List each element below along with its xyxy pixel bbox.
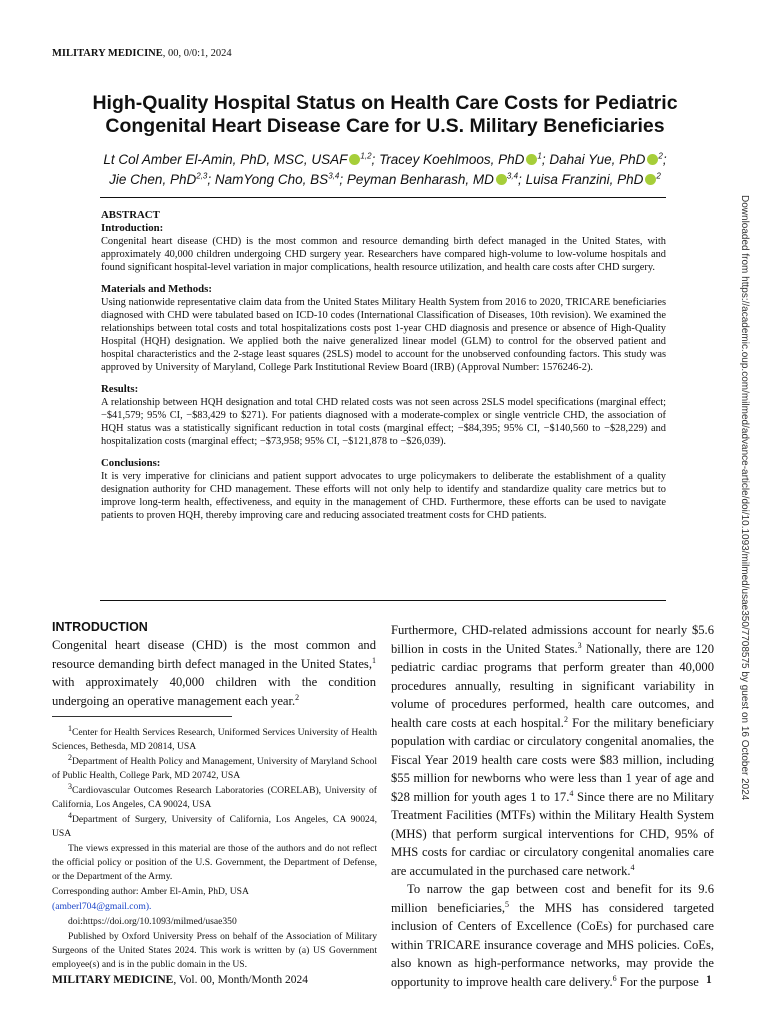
- publisher-note: Published by Oxford University Press on behalf of the Association of Military Surgeons of the United States 2024. This work is written by (a) US Government employee(s) and is in the public domain in the US.: [52, 931, 377, 970]
- results-subheading: Results:: [101, 383, 139, 395]
- introduction-subheading: Introduction:: [101, 222, 164, 234]
- orcid-icon[interactable]: [496, 174, 507, 185]
- author-name[interactable]: Lt Col Amber El-Amin, PhD, MSC, USAF: [103, 152, 348, 167]
- author-line-2: [40, 170, 730, 190]
- article-title: [40, 92, 730, 138]
- running-head-details: , 00, 0/0:1, 2024: [162, 48, 232, 59]
- author-affiliation: 1,2: [360, 151, 372, 161]
- reference-link[interactable]: 6: [612, 973, 617, 983]
- affiliation-1: $^1$Center for Health Services Research, Uniformed Services University of Health Sciences, Bethesda, MD 20814, USA: [52, 723, 377, 752]
- orcid-icon[interactable]: [526, 154, 537, 165]
- running-head-journal: MILITARY MEDICINE: [52, 48, 163, 59]
- author-name[interactable]: NamYong Cho, BS: [214, 172, 329, 187]
- author-separator: ;: [371, 152, 376, 167]
- reference-link[interactable]: 4: [630, 862, 635, 872]
- abstract-conclusions: It is very imperative for clinicians and patient support advocates to urge policymakers to deliberate the establishment of a quality designation authority for CHD management. These efforts will not only help to identify and standardize quality care metrics but to improve long-term health, effectiveness, and equity in the management of CHD. Furthermore, these efforts can be used to navigate patients to proven HQH, thereby improving care and reducing associated treatment costs for CHD patients.: [101, 471, 666, 521]
- disclaimer: The views expressed in this material are those of the authors and do not reflect the official policy or position of the U.S. Government, the Department of Defense, or the Department of the Army.: [52, 843, 377, 882]
- body-paragraph-1: Furthermore, CHD-related admissions account for nearly $5.6 billion in costs in the United States.$^3$ Nationally, there are 120 pediatric cardiac programs that perform greater than 40,000 procedures annually, resulting in significant variability in volume of procedures performed, health care outcomes, and health care costs at each hospital.$^2$ For the military beneficiary population with cardiac or circulatory congenital anomalies, the Fiscal Year 2019 health care costs were $83 million, including $55 million for newborns who were less than 1 year of age and $28 million for youth ages 1 to 17.$^4$ Since there are no Military Treatment Facilities (MTFs) within the Military Health System (MHS) that perform surgical interventions for CHD, 95% of MHS costs for cardiac or circulatory congenital anomalies care are accumulated in the purchased care network.$^4$: [391, 623, 714, 878]
- author-separator: ;: [207, 172, 212, 187]
- author-name[interactable]: Dahai Yue, PhD: [549, 152, 646, 167]
- right-column: [391, 621, 714, 991]
- email-link[interactable]: (amberl704@gmail.com).: [52, 901, 152, 912]
- page-number: 1: [706, 974, 712, 986]
- author-affiliation: 2,3: [196, 171, 208, 181]
- reference-link[interactable]: 4: [569, 788, 574, 798]
- author-separator: ;: [541, 152, 546, 167]
- author-name[interactable]: Tracey Koehlmoos, PhD: [379, 152, 525, 167]
- footer-journal-name: MILITARY MEDICINE: [52, 974, 174, 986]
- author-affiliation: 3,4: [506, 171, 519, 181]
- author-line-1: [40, 150, 730, 170]
- orcid-icon[interactable]: [645, 174, 656, 185]
- intro-text-b: with approximately 40,000 children with the condition undergoing an operative management each year.: [52, 675, 376, 708]
- conclusions-subheading: Conclusions:: [101, 457, 161, 469]
- abstract-introduction: Congenital heart disease (CHD) is the most common and resource demanding birth defect managed in the United States, with approximately 40,000 children undergoing CHD surgery year. Researchers have compared high-volume to low-volume hospitals and found significant hospital-level variation in major complications, health resource utilization, and health care costs after CHD surgery.: [101, 236, 666, 273]
- author-list: [40, 150, 730, 190]
- footnotes: [52, 723, 377, 973]
- author-affiliation: 2: [656, 171, 661, 181]
- reference-link[interactable]: 3: [577, 640, 582, 650]
- doi[interactable]: doi:https://doi.org/10.1093/milmed/usae350: [68, 916, 237, 927]
- author-name[interactable]: Jie Chen, PhD: [109, 172, 197, 187]
- author-name[interactable]: Luisa Franzini, PhD: [525, 172, 644, 187]
- reference-link[interactable]: 1: [372, 655, 376, 665]
- reference-link[interactable]: 2: [295, 692, 300, 702]
- methods-subheading: Materials and Methods:: [101, 283, 212, 295]
- abstract-heading: ABSTRACT: [101, 209, 160, 221]
- affiliation-2: $^2$Department of Health Policy and Management, University of Maryland School of Public Health, College Park, MD 20742, USA: [52, 752, 377, 781]
- introduction-text: [52, 636, 376, 710]
- author-affiliation: 2: [658, 151, 663, 161]
- corresponding-author: Corresponding author: Amber El-Amin, PhD, USA: [52, 886, 249, 897]
- abstract-top-rule: [100, 197, 666, 198]
- running-head: [52, 48, 232, 59]
- email-line: [52, 900, 377, 914]
- abstract-bottom-rule: [100, 600, 666, 601]
- abstract-results: A relationship between HQH designation and total CHD related costs was not seen across 2SLS model specifications (marginal effect; −$41,579; 95% CI, −$83,429 to $271). For patients diagnosed with a moderate-complex or single ventricle CHD, the association of HQH status was a statistically significant reduction in total costs (marginal effect; −$84,395; 95% CI, −$140,560 to −$28,229) and hospitalization costs (marginal effect; −$73,958; 95% CI, −$121,878 to −$26,039).: [101, 397, 666, 447]
- author-separator: ;: [662, 152, 667, 167]
- title-line-2: Congenital Heart Disease Care for U.S. Military Beneficiaries: [105, 115, 665, 137]
- footer-journal: [52, 974, 308, 986]
- author-affiliation: 1: [537, 151, 542, 161]
- author-name[interactable]: Peyman Benharash, MD: [346, 172, 494, 187]
- footer-issue: , Vol. 00, Month/Month 2024: [173, 974, 309, 986]
- introduction-heading: INTRODUCTION: [52, 620, 148, 634]
- intro-text-a: Congenital heart disease (CHD) is the most common and resource demanding birth defect managed in the United States,: [52, 638, 376, 671]
- footnote-rule: [52, 716, 232, 717]
- left-column: [52, 620, 376, 710]
- author-separator: ;: [339, 172, 344, 187]
- abstract-methods: Using nationwide representative claim data from the United States Military Health System from 2016 to 2020, TRICARE beneficiaries diagnosed with CHD were tabulated based on ICD-10 codes (International Classification of Diseases, 10th revision). We examined the relationships between total costs and total hospitalizations costs post 1-year CHD diagnosis and presence or absence of High-Quality Hospital (HQH) designation. We applied both the naive generalized linear model (GLM) to control for the observed patient and hospital characteristics and the 2-stage least squares (2SLS) model to account for the unobserved confounding factors. This study was approved by University of Maryland, College Park Institutional Review Board (IRB) (Approval Number: 1576246-2).: [101, 297, 666, 373]
- download-watermark: [736, 195, 750, 855]
- abstract: [101, 209, 666, 522]
- orcid-icon[interactable]: [647, 154, 658, 165]
- title-line-1: High-Quality Hospital Status on Health Care Costs for Pediatric: [92, 92, 678, 114]
- author-separator: ;: [518, 172, 522, 187]
- affiliation-3: $^3$Cardiovascular Outcomes Research Laboratories (CORELAB), University of California, Los Angeles, CA 90024, USA: [52, 781, 377, 810]
- affiliation-4: $^4$Department of Surgery, University of California, Los Angeles, CA 90024, USA: [52, 810, 377, 839]
- orcid-icon[interactable]: [349, 154, 360, 165]
- reference-link[interactable]: 2: [563, 714, 568, 724]
- body-paragraph-2: To narrow the gap between cost and benefit for its 9.6 million beneficiaries,$^5$ the MHS has considered targeted inclusion of Centers of Excellence (CoEs) for purchased care within TRICARE insurance coverage and MHS policies. CoEs, also known as high-performance networks, may provide the opportunity to improve health care delivery.$^6$ For the purpose: [391, 882, 714, 989]
- download-watermark-text: Downloaded from https://academic.oup.com/milmed/advance-article/doi/10.1093/milmed/usae350/7708575 by guest on 16 October 2024: [739, 195, 750, 801]
- reference-link[interactable]: 5: [505, 899, 509, 909]
- author-affiliation: 3,4: [328, 171, 340, 181]
